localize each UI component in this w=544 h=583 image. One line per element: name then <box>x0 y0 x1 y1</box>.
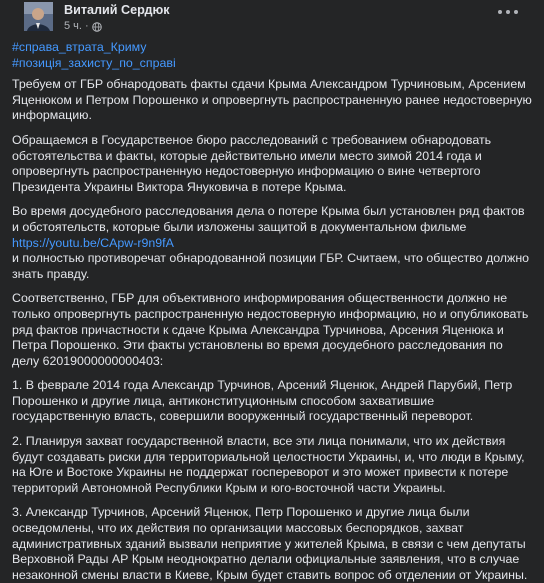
post-paragraph: 2. Планируя захват государственной власти, все эти лица понимали, что их действия будут создавать риски для территориальной целостности Украины, и, что люди в Крыму, на Юге и Востоке Украины не поддержат госпереворот и это может привести к потере территорий Автономной Республики Крым и юго-восточной части Украины. <box>12 434 525 495</box>
post-paragraph: Требуем от ГБР обнародовать факты сдачи Крыма Александром Турчиновым, Арсением Яценюком и Петром Порошенко и опровергнуть распространенную ранее недостоверную информацию. <box>12 77 532 123</box>
post-paragraph: 1. В феврале 2014 года Александр Турчинов, Арсений Яценюк, Андрей Парубий, Петр Порошенко и другие лица, антиконституционным способом захватившие государственную власть, совершили вооруженный государственный переворот. <box>12 378 513 424</box>
post-paragraph: Соответственно, ГБР для объективного информирования общественности должно не только опровергнуть распространенную недостоверную информацию, но и опубликовать ряд фактов причастности к сдаче Крыма Александра Турчинова, Арсения Яценюка и Петра Порошенко. Эти факты установлены во время досудебного расследования по делу 62019000000000403: <box>12 291 529 368</box>
post-meta <box>64 19 102 35</box>
post-paragraph: 3. Александр Турчинов, Арсений Яценюк, Петр Порошенко и другие лица были осведомлены, что их действия по организации массовых беспорядков, захват административных зданий вызвали неприятие у жителей Крыма, в связи с чем депутаты Верховной Рады АР Крым неоднократно делали официальные заявления, что в случае незаконной смены власти в Киеве, Крым будет ставить вопрос об отделении от Украины. <box>12 505 528 582</box>
post-paragraph-text: и полностью противоречат обнародованной позиции ГБР. Считаем, что общество должно знать правду. <box>12 251 530 281</box>
hashtag-link[interactable]: #справа_втрата_Криму <box>12 40 147 54</box>
globe-icon <box>92 22 102 32</box>
meta-separator: · <box>84 20 89 32</box>
more-icon[interactable] <box>498 6 518 18</box>
post-body <box>12 40 532 583</box>
post-time[interactable]: 5 ч. <box>64 20 82 32</box>
avatar[interactable] <box>24 2 53 31</box>
hashtag-link[interactable]: #позиція_захисту_по_справі <box>12 55 176 70</box>
video-link[interactable]: https://youtu.be/CApw-r9n9fA <box>12 235 174 250</box>
post-paragraph-text: Во время досудебного расследования дела о потере Крыма был установлен ряд фактов и обстоятельств, которые были изложены защитой в документальном фильме <box>12 204 525 234</box>
post-paragraph-with-link <box>12 204 532 282</box>
author-name[interactable]: Виталий Сердюк <box>64 3 170 17</box>
post-paragraph: Обращаемся в Государственое бюро расследований с требованием обнародовать обстоятельства и факты, которые действительно имели место зимой 2014 года и опровергнуть распространенную недостоверную информацию о вине четвертого Президента Украины Виктора Януковича в потере Крыма. <box>12 132 492 194</box>
post-header <box>12 0 532 40</box>
